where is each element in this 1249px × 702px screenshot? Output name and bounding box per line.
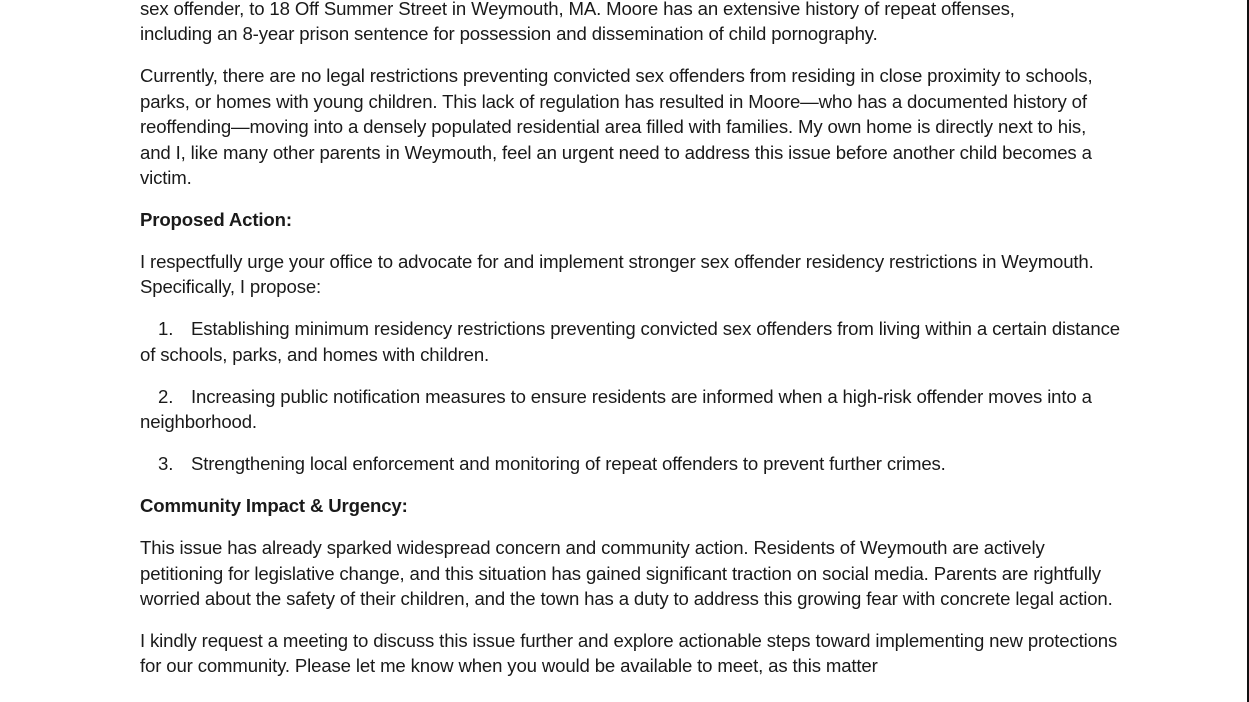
proposed-action-heading: Proposed Action: [140, 209, 292, 231]
intro-line-1: sex offender, to 18 Off Summer Street in Weymouth, MA. Moore has an extensive history of repeat offenses, [140, 0, 1015, 19]
list-number: 2. [158, 385, 174, 407]
closing-request-paragraph: I kindly request a meeting to discuss this issue further and explore actionable steps toward implementing new protections for our community. Please let me know when you would be available to meet, as this matter [140, 630, 1118, 677]
proposal-text: Establishing minimum residency restrictions preventing convicted sex offenders from living within a certain distance of schools, parks, and homes with children. [140, 318, 1120, 365]
proposal-text: Strengthening local enforcement and monitoring of repeat offenders to prevent further crimes. [191, 453, 946, 475]
letter-body [140, 0, 1120, 695]
current-situation-paragraph: Currently, there are no legal restrictions preventing convicted sex offenders from residing in close proximity to schools, parks, or homes with young children. This lack of regulation has resulted in Moore—who has a documented history of reoffending—moving into a densely populated residential area filled with families. My own home is directly next to his, and I, like many other parents in Weymouth, feel an urgent need to address this issue before another child becomes a victim. [140, 65, 1093, 189]
proposed-action-intro: I respectfully urge your office to advocate for and implement stronger sex offender residency restrictions in Weymouth. Specifically, I propose: [140, 251, 1094, 298]
proposal-item-3 [140, 451, 1120, 476]
community-impact-paragraph: This issue has already sparked widespread concern and community action. Residents of Weymouth are actively petitioning for legislative change, and this situation has gained significant traction on social media. Parents are rightfully worried about the safety of their children, and the town has a duty to address this growing fear with concrete legal action. [140, 537, 1113, 610]
list-number: 1. [158, 318, 174, 340]
proposal-item-2 [140, 384, 1120, 435]
proposal-item-1 [140, 316, 1120, 367]
list-number: 3. [158, 453, 174, 475]
intro-paragraph-tail [140, 0, 1120, 47]
intro-line-2: including an 8-year prison sentence for possession and dissemination of child pornography. [140, 23, 878, 45]
community-impact-heading: Community Impact & Urgency: [140, 495, 408, 517]
proposal-text: Increasing public notification measures to ensure residents are informed when a high-risk offender moves into a neighborhood. [140, 385, 1092, 433]
